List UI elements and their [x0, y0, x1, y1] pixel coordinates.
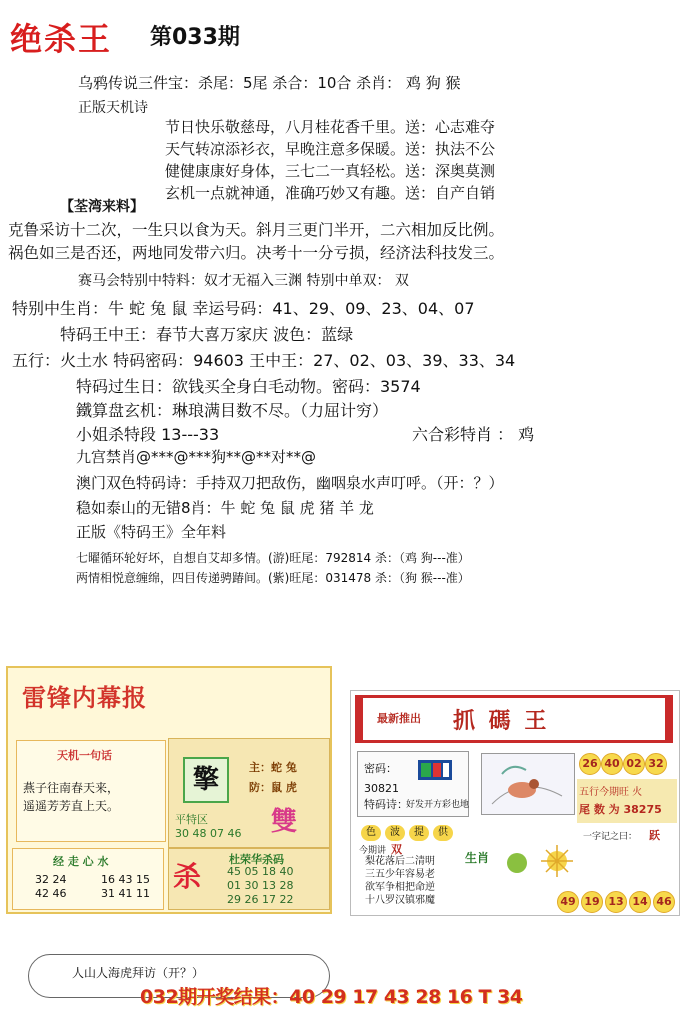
zuixin-label: 最新推出	[377, 712, 421, 725]
aomen-line: 澳门双色特码诗：手持双刀把敌伤，幽咽泉水声叮呼。（开：？）	[76, 474, 504, 492]
quanwan-block	[8, 219, 504, 265]
draw-result: 032期开奖结果：40 29 17 43 28 16 T 34	[140, 986, 523, 1008]
snake-sun-icon	[501, 841, 577, 883]
number-row: 01 30 13 28	[227, 879, 294, 892]
poem-line: 健健康康好身体，三七二一真轻松。送：深奥莫测	[165, 162, 496, 180]
poem-line: 节日快乐敬慈母，八月桂花香千里。送：心志难夺	[165, 118, 496, 136]
tianji-poem	[23, 779, 119, 815]
taishan-line: 稳如泰山的无错8肖：牛 蛇 兔 鼠 虎 猪 羊 龙	[76, 499, 374, 517]
jinqi-label: 今期讲	[359, 846, 387, 856]
number-circle: 46	[653, 891, 675, 913]
zhu-numbers	[35, 873, 67, 901]
poem-line: 遥遥芳芳直上天。	[23, 799, 120, 813]
leifeng-panel	[6, 666, 332, 914]
qiyao-block	[76, 548, 470, 588]
poem-line: 梨花落后二清明	[365, 856, 435, 867]
bird-illustration-icon	[482, 754, 574, 814]
number-row: 32 24	[35, 873, 67, 886]
temashi-value: 好发开方彩也地	[406, 800, 470, 810]
number-circle: 26	[579, 753, 601, 775]
yiju-value: 跃	[649, 829, 660, 842]
number-circle: 02	[623, 753, 645, 775]
pingte-label: 平特区	[175, 813, 208, 826]
number-circle: 13	[605, 891, 627, 913]
qiyao-line: 两情相悦意缠绵，四目传递骋踳间。(紫)旺尾：031478 杀：（狗 猴---准）	[76, 571, 470, 585]
jingxin-heading: 经 走 心 水	[53, 855, 109, 868]
leifeng-title: 雷锋内幕报	[22, 683, 147, 712]
number-row: 16 43 15	[101, 873, 150, 886]
number-row: 42 46	[35, 887, 67, 900]
tianji-label: 正版天机诗	[78, 100, 148, 116]
yiju-label: 一字记之曰：	[583, 832, 638, 842]
number-circle: 32	[645, 753, 667, 775]
mima-box	[357, 751, 469, 817]
logo-icon	[418, 760, 452, 780]
page-title: 绝杀王	[10, 20, 113, 58]
main-character: 擎	[183, 757, 229, 803]
wuxing-line: 五行：火土水 特码密码：94603 王中王：27、02、03、39、33、34	[12, 351, 516, 370]
dujia-numbers	[227, 865, 293, 907]
quannian-line: 正版《特码王》全年料	[76, 523, 227, 541]
tag: 提	[409, 825, 429, 841]
zhuamawang-poem	[365, 855, 435, 907]
liuhecai-line: 六合彩特肖 ： 鸡	[412, 425, 535, 444]
poem-line: 天气转凉添衫衣，早晚注意多保暖。送：执法不公	[165, 140, 496, 158]
fang-numbers	[101, 873, 150, 901]
zhuamawang-panel	[350, 690, 680, 916]
special-box	[168, 738, 330, 848]
quanwan-line: 克鲁采访十二次，一生只以食为天。斜月三更门半开，二六相加反比例。	[8, 221, 505, 239]
wuxing-box	[577, 751, 677, 823]
sanjianbao-line: 乌鸦传说三件宝：杀尾：5尾 杀合：10合 杀肖： 鸡 狗 猴	[78, 74, 461, 92]
zodiac-icons	[501, 841, 577, 883]
qiyao-line: 七曜循环轮好坏，自想自艾却多情。(游)旺尾：792814 杀：（鸡 狗---准）	[76, 551, 470, 565]
dujia-box	[168, 848, 330, 910]
shengxiao-label: 生肖	[465, 851, 490, 865]
fang-label: 防：鼠 虎	[249, 781, 297, 794]
wuxing-panel	[577, 779, 677, 823]
tag: 波	[385, 825, 405, 841]
poem-line: 十八罗汉镇邪魔	[365, 895, 435, 906]
number-row: 31 41 11	[101, 887, 150, 900]
number-circle: 40	[601, 753, 623, 775]
tag: 供	[433, 825, 453, 841]
zhuamawang-title: 抓 碼 王	[453, 708, 550, 734]
jiugong-line: 九宫禁肖@***@***狗**@**对**@	[76, 448, 317, 466]
saima-line: 赛马会特别中特料：奴才无福入三渊 特别中单双： 双	[78, 273, 409, 289]
tianji-box	[16, 740, 166, 842]
temashi-label: 特码诗：	[364, 798, 408, 811]
weishu-line: 尾 数 为 38275	[579, 803, 662, 816]
shengxiao-line: 特别中生肖：牛 蛇 兔 鼠 幸运号码：41、29、09、23、04、07	[12, 299, 475, 318]
quanwan-line: 祸色如三是否还，两地同发带六归。决考十一分亏损，经济法科技发三。	[8, 244, 505, 262]
illustration	[481, 753, 575, 815]
jinqi-value: 双	[391, 843, 402, 856]
sha-character: 杀	[173, 860, 202, 893]
poem-line: 欲军争相把命逆	[365, 882, 435, 893]
cloud-text: 人山人海虎拜访（开？）	[72, 966, 205, 980]
guoshengri-line: 特码过生日：欲钱买全身白毛动物。密码：3574	[76, 377, 421, 396]
poem-line: 三五少年容易老	[365, 869, 435, 880]
mima-value: 30821	[364, 782, 399, 795]
wuxing-line: 五行今期旺 火	[579, 787, 643, 798]
dujia-heading: 杜荣华杀码	[229, 853, 284, 866]
number-circle: 14	[629, 891, 651, 913]
number-row: 45 05 18 40	[227, 865, 294, 878]
tianji-heading: 天机一句话	[57, 749, 112, 762]
quanwan-label: 【荃湾来料】	[60, 199, 144, 215]
tianji-poem	[165, 116, 495, 204]
tag: 色	[361, 825, 381, 841]
zhuamawang-header	[355, 695, 673, 743]
number-circle: 19	[581, 891, 603, 913]
wangzhong-line: 特码王中王：春节大喜万家庆 波色：蓝绿	[60, 325, 354, 344]
number-row: 29 26 17 22	[227, 893, 294, 906]
xiaojie-line: 小姐杀特段 13---33	[76, 425, 220, 444]
zhu-label: 主：蛇 兔	[249, 761, 297, 774]
pingte-numbers: 30 48 07 46	[175, 827, 242, 840]
jingxin-box	[12, 848, 164, 910]
number-circle: 49	[557, 891, 579, 913]
double-character: 雙	[271, 807, 298, 837]
tiesuan-line: 鐵算盘玄机：琳琅满目数不尽。（力屈计穷）	[76, 401, 389, 420]
poem-line: 玄机一点就神通，准确巧妙又有趣。送：自产自销	[165, 184, 496, 202]
poem-line: 燕子往南春天来，	[23, 781, 120, 795]
mima-label: 密码：	[364, 762, 397, 775]
issue-number: 第033期	[150, 25, 240, 50]
